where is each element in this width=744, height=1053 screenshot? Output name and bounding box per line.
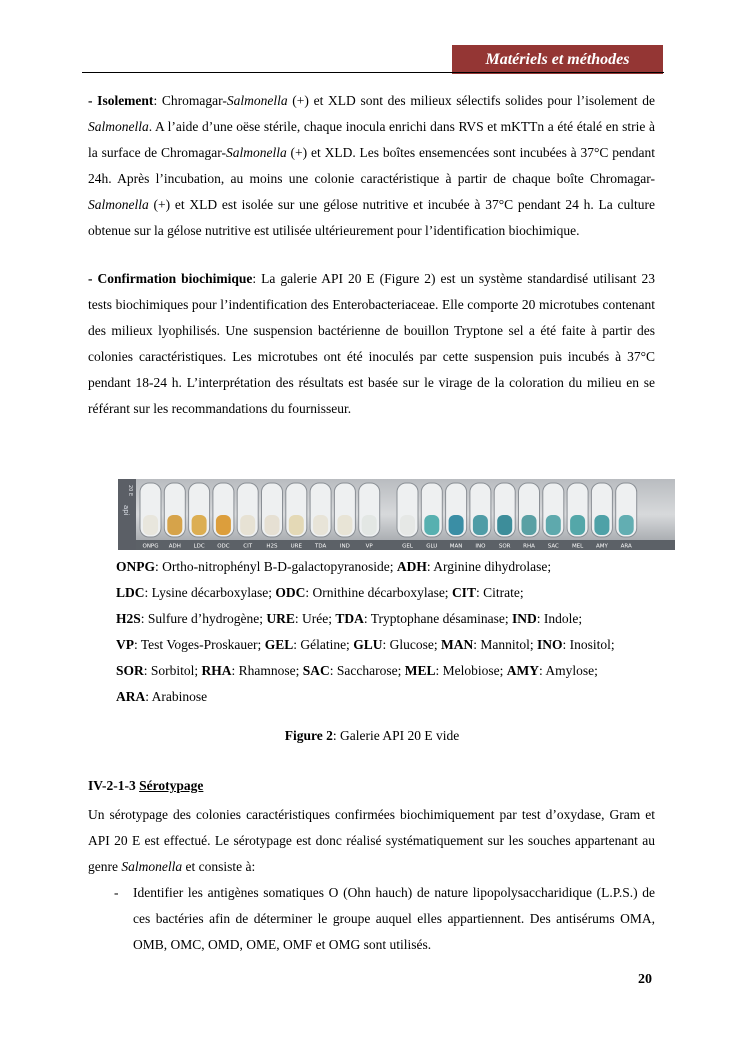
tube-label: IND [339,543,350,550]
tube-label: CIT [243,543,253,550]
tube-label: LDC [193,543,205,550]
tube-medium-ind [337,515,352,535]
isolement-label: - Isolement [88,93,154,108]
section-heading [88,778,203,794]
tube-medium-ara [619,515,634,535]
tube-medium-ldc [192,515,207,535]
tube-medium-gel [400,515,415,535]
tube-label: ODC [217,543,230,550]
tube-label: RHA [523,543,535,550]
legend-definition: : Gélatine; [293,637,354,652]
legend-definition: : Sulfure d’hydrogène; [140,611,267,626]
text-run: . A l’aide d’une oëse stérile, chaque inocula enrichi dans RVS et mKTTn a été étalé en strie à la surface de Chromagar- [88,119,655,160]
tube-label: INO [475,543,486,550]
legend-definition: : Ortho‑nitrophényl B‑D‑galactopyranoside; [155,559,397,574]
legend-definition: : Rhamnose; [231,663,303,678]
legend-definition: : Ornithine décarboxylase; [305,585,452,600]
legend-abbr: MAN [440,637,474,652]
tube-label: ONPG [142,543,159,550]
tube-medium-odc [216,515,231,535]
tube-medium-h2s [265,515,280,535]
page-number: 20 [638,972,652,987]
tube-label: SAC [547,543,559,550]
tube-medium-cit [240,515,255,535]
figure-legend [116,554,706,710]
legend-definition: : Saccharose; [329,663,405,678]
legend-definition: : Melobiose; [435,663,507,678]
tube-medium-man [449,515,464,535]
section-number: IV-2-1-3 [88,778,140,793]
tube-label: GLU [426,543,438,550]
legend-line-3 [116,606,706,632]
legend-line-1 [116,554,706,580]
text-run: (+) et XLD sont des milieux sélectifs solides pour l’isolement de [287,93,655,108]
legend-definition: : Mannitol; [473,637,537,652]
isolement-paragraph [88,88,655,244]
legend-definition: : Glucose; [382,637,441,652]
tube-medium-tda [313,515,328,535]
text-run: : La galerie API 20 E (Figure 2) est un système standardisé utilisant 23 tests biochimiques pour l’indentification des Enterobacteriaceae. Elle comporte 20 microtubes contenant des milieux lyophilisés. Une suspension bactérienne de bouillon Tryptone sel a été faite à partir des colonies caractéristiques. Les microtubes ont été inoculés par cette suspension puis incubés à 37°C pendant 18-24 h. L’interprétation des résultats est basée sur le virage de la coloration du milieu en se référant sur les recommandations du fournisseur. [88,271,655,416]
legend-definition: : Sorbitol; [143,663,202,678]
api-20e-strip-photo [118,479,675,550]
tube-medium-onpg [143,515,158,535]
legend-abbr: ODC [275,585,306,600]
tube-label: ARA [620,543,632,550]
tube-label: VP [365,543,373,550]
legend-definition: : Arabinose [145,689,208,704]
header-rule [82,72,664,73]
list-item-text: Identifier les antigènes somatiques O (Ohn hauch) de nature lipopolysaccharidique (L.P.S.) de ces bactéries afin de déterminer le groupe auquel elles appartiennent. Des antisérums OMA, OMB, OMC, OMD, OME, OMF et OMG sont utilisés. [133,885,655,952]
text-run: Un sérotypage des colonies caractéristiques confirmées biochimiquement par test d’oxydase, Gram et API 20 E est effectué. Le sérotypage est donc réalisé systématiquement sur les souches appartenant au genre [88,807,655,874]
serotypage-paragraph [88,802,655,880]
legend-definition: : Tryptophane désaminase; [363,611,512,626]
legend-abbr: TDA [335,611,364,626]
text-run: et consiste à: [182,859,256,874]
legend-line-4 [116,632,706,658]
legend-abbr: SOR [116,663,144,678]
legend-line-5 [116,658,706,684]
tube-medium-amy [594,515,609,535]
tube-medium-glu [424,515,439,535]
text-run: Salmonella [88,197,149,212]
legend-abbr: MEL [404,663,436,678]
strip-label-text: 20 E [127,485,133,497]
legend-definition: : Amylose; [539,663,598,678]
list-item [88,880,655,958]
legend-abbr: IND [512,611,537,626]
legend-abbr: GEL [264,637,294,652]
figure-caption [0,728,744,744]
legend-definition: : Lysine décarboxylase; [144,585,276,600]
tube-medium-ino [473,515,488,535]
text-run: (+) et XLD est isolée sur une gélose nutritive et incubée à 37°C pendant 24 h. La culture obtenue sur la gélose nutritive est utilisée ultérieurement pour l’identification biochimique. [88,197,655,238]
section-title: Sérotypage [139,778,204,793]
legend-abbr: CIT [451,585,476,600]
legend-definition: : Test Voges‑Proskauer; [134,637,265,652]
legend-abbr: RHA [201,663,232,678]
tube-label: ADH [168,543,181,550]
legend-abbr: GLU [353,637,383,652]
tube-label: MAN [449,543,463,550]
legend-abbr: VP [116,637,134,652]
header-title: Matériels et méthodes [452,45,663,74]
legend-abbr: URE [266,611,295,626]
legend-definition: : Citrate; [475,585,524,600]
legend-abbr: H2S [116,611,141,626]
tube-medium-vp [362,515,377,535]
legend-line-2 [116,580,706,606]
tube-medium-mel [570,515,585,535]
legend-abbr: SAC [302,663,330,678]
tube-medium-sor [497,515,512,535]
tube-medium-sac [546,515,561,535]
tube-label: URE [290,543,302,550]
legend-abbr: ARA [116,689,146,704]
legend-line-6 [116,684,706,710]
text-run: Salmonella [121,859,183,874]
legend-definition: : Urée; [294,611,336,626]
text-run: Salmonella [225,145,287,160]
confirmation-paragraph [88,266,655,422]
legend-abbr: LDC [116,585,145,600]
legend-abbr: ONPG [116,559,155,574]
brand-text: api [122,505,130,516]
tube-label: TDA [314,543,327,550]
legend-definition: : Arginine dihydrolase; [426,559,552,574]
text-run: (+) et XLD. Les boîtes ensemencées sont incubées à 37°C pendant 24h. Après l’incubation, au moins une colonie caractéristique à partir de chaque boîte Chromagar- [88,145,656,186]
figure-caption-text: : Galerie API 20 E vide [332,728,460,743]
text-run: : Chromagar- [153,93,227,108]
legend-abbr: INO [536,637,563,652]
tube-medium-adh [167,515,182,535]
tube-medium-rha [522,515,537,535]
confirmation-label: - Confirmation biochimique [88,271,253,286]
legend-definition: : Inositol; [562,637,615,652]
legend-definition: : Indole; [536,611,583,626]
tube-medium-ure [289,515,304,535]
text-run: Salmonella [226,93,288,108]
tube-label: H2S [266,543,278,550]
text-run: Salmonella [88,119,149,134]
tube-label: AMY [595,543,608,550]
legend-abbr: ADH [396,559,427,574]
tube-label: MEL [571,543,584,550]
tube-label: SOR [498,543,511,550]
figure-caption-label: Figure 2 [284,728,333,743]
legend-abbr: AMY [506,663,540,678]
tube-label: GEL [402,543,413,550]
bullet-dash: - [114,885,119,900]
